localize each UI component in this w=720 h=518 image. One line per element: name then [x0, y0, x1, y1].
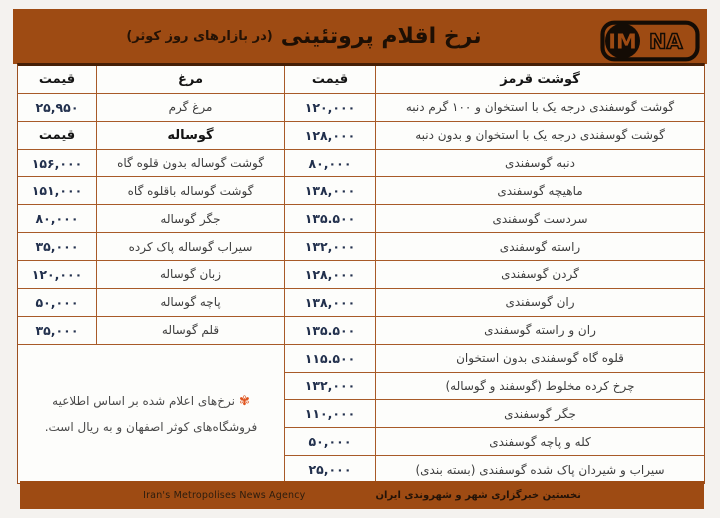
red-meat-item: سردست گوسفندی	[376, 205, 704, 232]
page-title	[13, 9, 595, 64]
veal-price: ۱۲۰,۰۰۰	[18, 261, 96, 288]
red-meat-price: ۵۰,۰۰۰	[285, 428, 375, 455]
red-meat-price: ۱۳۲,۰۰۰	[285, 373, 375, 400]
chicken-item: مرغ گرم	[97, 94, 284, 121]
veal-item: جگر گوساله	[97, 205, 284, 232]
red-meat-price: ۸۰,۰۰۰	[285, 150, 375, 177]
title-main: نرخ اقلام پروتئینی	[280, 24, 482, 49]
chicken-header: مرغ	[97, 66, 284, 93]
logo-na-text: NA	[649, 29, 683, 54]
header-bar	[13, 9, 707, 64]
red-meat-price: ۱۳۸,۰۰۰	[285, 289, 375, 316]
red-meat-item: ران و راسته گوسفندی	[376, 317, 704, 344]
footer-bar	[20, 481, 704, 509]
red-meat-item: گردن گوسفندی	[376, 261, 704, 288]
red-meat-price: ۱۳۵.۵۰۰	[285, 317, 375, 344]
veal-item: قلم گوساله	[97, 317, 284, 344]
veal-price: ۳۵,۰۰۰	[18, 317, 96, 344]
red-meat-price: ۱۲۸,۰۰۰	[285, 261, 375, 288]
title-subtitle: (در بازارهای روز کوثر)	[126, 29, 273, 44]
veal-item: گوشت گوساله بدون قلوه گاه	[97, 150, 284, 177]
red-meat-item: ماهیچه گوسفندی	[376, 177, 704, 204]
chicken-price-header: قیمت	[18, 66, 96, 93]
veal-price: ۸۰,۰۰۰	[18, 205, 96, 232]
veal-item: گوشت گوساله باقلوه گاه	[97, 177, 284, 204]
note-body: نرخ‌های اعلام شده بر اساس اطلاعیه فروشگاه‌های کوثر اصفهان و به ریال است.	[44, 393, 258, 434]
chicken-price: ۲۵,۹۵۰	[18, 94, 96, 121]
note-cell	[18, 345, 284, 483]
red-meat-item: ران گوسفندی	[376, 289, 704, 316]
veal-price: ۵۰,۰۰۰	[18, 289, 96, 316]
veal-price: ۱۵۱,۰۰۰	[18, 177, 96, 204]
red-meat-item: دنبه گوسفندی	[376, 150, 704, 177]
red-meat-item: کله و پاچه گوسفندی	[376, 428, 704, 455]
red-meat-item: جگر گوسفندی	[376, 400, 704, 427]
veal-price: ۳۵,۰۰۰	[18, 233, 96, 260]
red-meat-item: راسته گوسفندی	[376, 233, 704, 260]
veal-price: ۱۵۶,۰۰۰	[18, 150, 96, 177]
red-meat-price: ۱۳۲,۰۰۰	[285, 233, 375, 260]
red-meat-price: ۱۱۰,۰۰۰	[285, 400, 375, 427]
red-meat-price-header: قیمت	[285, 66, 375, 93]
red-meat-price: ۱۲۸,۰۰۰	[285, 122, 375, 149]
veal-item: سیراب گوساله پاک کرده	[97, 233, 284, 260]
red-meat-price: ۱۳۸,۰۰۰	[285, 177, 375, 204]
logo-im-text: IM	[608, 29, 637, 54]
footer-slogan-fa: نخستین خبرگزاری شهر و شهروندی ایران	[375, 489, 581, 501]
red-meat-item: گوشت گوسفندی درجه یک با استخوان و ۱۰۰ گرم دنبه	[376, 94, 704, 121]
red-meat-price: ۱۲۰,۰۰۰	[285, 94, 375, 121]
veal-price-header: قیمت	[18, 122, 96, 149]
veal-item: زبان گوساله	[97, 261, 284, 288]
red-meat-price: ۱۱۵.۵۰۰	[285, 345, 375, 372]
red-meat-price: ۲۵,۰۰۰	[285, 456, 375, 483]
veal-header: گوساله	[97, 122, 284, 149]
note-text	[40, 388, 262, 440]
red-meat-item: سیراب و شیردان پاک شده گوسفندی (بسته بندی)	[376, 456, 704, 483]
red-meat-item: گوشت گوسفندی درجه یک با استخوان و بدون دنبه	[376, 122, 704, 149]
red-meat-price: ۱۳۵.۵۰۰	[285, 205, 375, 232]
red-meat-item: چرخ کرده مخلوط (گوسفند و گوساله)	[376, 373, 704, 400]
veal-item: پاچه گوساله	[97, 289, 284, 316]
price-table	[17, 63, 705, 484]
imna-logo-icon	[600, 20, 700, 62]
footer-agency-en: Iran's Metropolises News Agency	[143, 489, 306, 501]
red-meat-item: قلوه گاه گوسفندی بدون استخوان	[376, 345, 704, 372]
asterisk-flower-icon: ✾	[238, 393, 250, 409]
red-meat-header: گوشت قرمز	[376, 66, 704, 93]
